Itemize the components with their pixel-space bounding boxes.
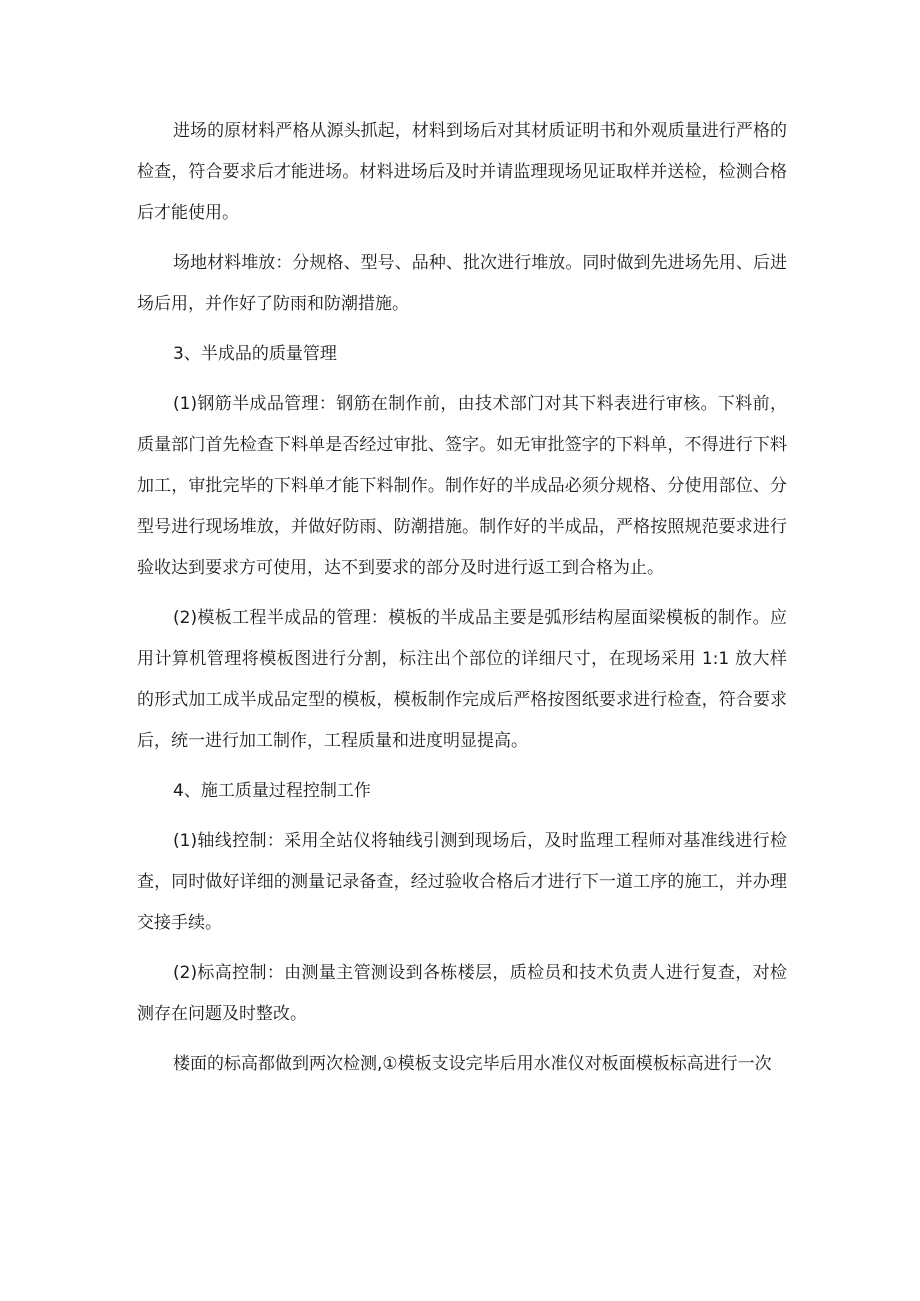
paragraph-rebar-management: (1)钢筋半成品管理：钢筋在制作前，由技术部门对其下料表进行审核。下料前，质量部门首先检查下料单是否经过审批、签字。如无审批签字的下料单，不得进行下料加工，审批完毕的下料单才能下料制作。制作好的半成品必须分规格、分使用部位、分型号进行现场堆放，并做好防雨、防潮措施。制作好的半成品，严格按照规范要求进行验收达到要求方可使用，达不到要求的部分及时进行返工到合格为止。 bbox=[137, 394, 787, 578]
paragraph-formwork-management: (2)模板工程半成品的管理：模板的半成品主要是弧形结构屋面梁模板的制作。应用计算机管理将模板图进行分割，标注出个部位的详细尺寸，在现场采用 1:1 放大样的形式加工成半成品定型的模板，模板制作完成后严格按图纸要求进行检查，符合要求后，统一进行加工制作，工程质量和进度明显提高。 bbox=[137, 608, 787, 751]
paragraph-material-inspection: 进场的原材料严格从源头抓起，材料到场后对其材质证明书和外观质量进行严格的检查，符合要求后才能进场。材料进场后及时并请监理现场见证取样并送检，检测合格后才能使用。 bbox=[137, 121, 787, 223]
paragraph-material-stacking: 场地材料堆放：分规格、型号、品种、批次进行堆放。同时做到先进场先用、后进场后用，并作好了防雨和防潮措施。 bbox=[137, 253, 787, 314]
paragraph-elevation-control: (2)标高控制：由测量主管测设到各栋楼层，质检员和技术负责人进行复查，对检测存在问题及时整改。 bbox=[137, 963, 787, 1024]
section-heading-process-control: 4、施工质量过程控制工作 bbox=[173, 781, 371, 801]
paragraph-floor-elevation: 楼面的标高都做到两次检测,①模板支设完毕后用水准仪对板面模板标高进行一次 bbox=[173, 1054, 772, 1074]
paragraph-axis-control: (1)轴线控制：采用全站仪将轴线引测到现场后，及时监理工程师对基准线进行检查，同时做好详细的测量记录备查，经过验收合格后才进行下一道工序的施工，并办理交接手续。 bbox=[137, 831, 787, 933]
document-body bbox=[137, 111, 787, 1094]
section-heading-semi-finished: 3、半成品的质量管理 bbox=[173, 344, 337, 364]
